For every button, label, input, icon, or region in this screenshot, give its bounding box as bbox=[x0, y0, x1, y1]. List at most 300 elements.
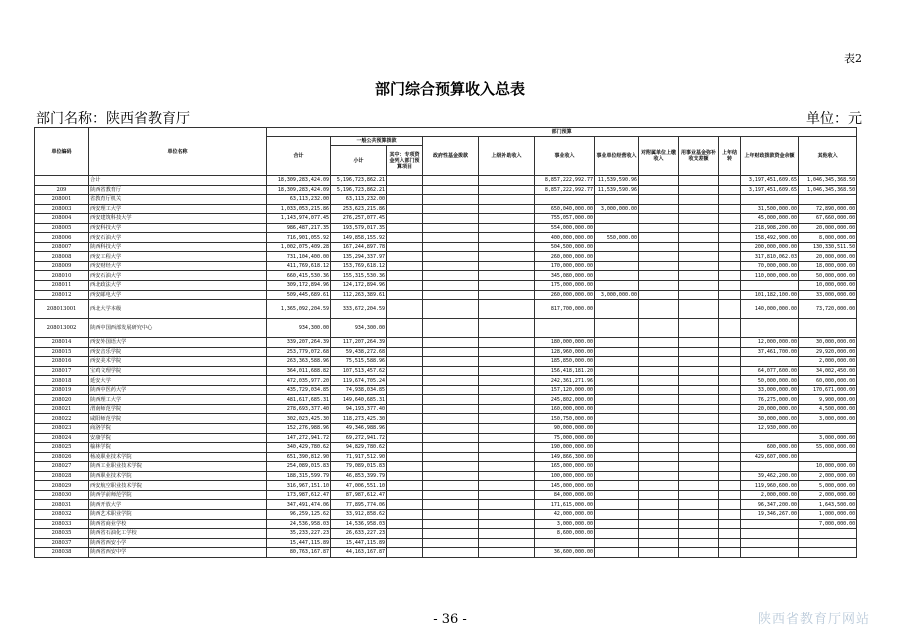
cell-fiscal: 12,930,000.00 bbox=[741, 424, 799, 434]
cell-code: 208010 bbox=[35, 271, 89, 281]
cell-total: 1,365,092,204.59 bbox=[267, 300, 331, 319]
cell-other: 72,890,000.00 bbox=[799, 204, 857, 214]
cell-name: 陕西工业职业技术学院 bbox=[89, 462, 267, 472]
table-row bbox=[35, 452, 857, 462]
cell-name: 西北政法大学 bbox=[89, 281, 267, 291]
cell-fiscal: 3,197,451,609.65 bbox=[741, 176, 799, 186]
cell-balance bbox=[679, 538, 719, 548]
cell-name: 省教育厅机关 bbox=[89, 195, 267, 205]
cell-balance bbox=[679, 548, 719, 558]
cell-subsidy bbox=[479, 519, 535, 529]
cell-sub: 77,895,774.06 bbox=[331, 500, 387, 510]
cell-fund bbox=[423, 443, 479, 453]
cell-op: 3,000,000.00 bbox=[595, 290, 639, 300]
cell-sub: 253,623,215.86 bbox=[331, 204, 387, 214]
cell-op bbox=[595, 538, 639, 548]
cell-code: 208013001 bbox=[35, 300, 89, 319]
cell-op bbox=[595, 519, 639, 529]
cell-subsidy bbox=[479, 366, 535, 376]
cell-other: 33,000,000.00 bbox=[799, 290, 857, 300]
cell-name: 杨凌职业技术学院 bbox=[89, 452, 267, 462]
cell-total: 96,259,125.62 bbox=[267, 509, 331, 519]
cell-fund bbox=[423, 185, 479, 195]
cell-other: 2,000,000.00 bbox=[799, 357, 857, 367]
cell-career: 175,000,000.00 bbox=[535, 281, 595, 291]
header-subtotal: 小计 bbox=[331, 146, 387, 176]
cell-code: 209 bbox=[35, 185, 89, 195]
table-row bbox=[35, 214, 857, 224]
cell-total: 316,967,151.10 bbox=[267, 481, 331, 491]
cell-op bbox=[595, 214, 639, 224]
cell-other: 9,900,000.00 bbox=[799, 395, 857, 405]
cell-carry bbox=[719, 347, 741, 357]
table-row bbox=[35, 176, 857, 186]
cell-balance bbox=[679, 338, 719, 348]
cell-total: 302,023,425.30 bbox=[267, 414, 331, 424]
cell-career: 3,000,000.00 bbox=[535, 519, 595, 529]
cell-total: 278,693,377.40 bbox=[267, 404, 331, 414]
cell-total: 986,487,217.35 bbox=[267, 223, 331, 233]
cell-subsidy bbox=[479, 357, 535, 367]
cell-sub: 107,513,457.62 bbox=[331, 366, 387, 376]
cell-total: 253,779,072.68 bbox=[267, 347, 331, 357]
cell-carry bbox=[719, 366, 741, 376]
cell-balance bbox=[679, 481, 719, 491]
cell-balance bbox=[679, 404, 719, 414]
cell-carry bbox=[719, 233, 741, 243]
cell-op bbox=[595, 385, 639, 395]
cell-sub: 119,674,705.24 bbox=[331, 376, 387, 386]
cell-special bbox=[387, 548, 423, 558]
cell-special bbox=[387, 395, 423, 405]
cell-special bbox=[387, 252, 423, 262]
cell-name: 西安财经大学 bbox=[89, 261, 267, 271]
cell-fiscal bbox=[741, 538, 799, 548]
cell-sub: 87,987,612.47 bbox=[331, 490, 387, 500]
cell-affiliated bbox=[639, 490, 679, 500]
cell-sub: 333,672,204.59 bbox=[331, 300, 387, 319]
cell-subsidy bbox=[479, 433, 535, 443]
cell-fiscal: 140,000,000.00 bbox=[741, 300, 799, 319]
cell-subsidy bbox=[479, 176, 535, 186]
cell-special bbox=[387, 452, 423, 462]
cell-affiliated bbox=[639, 414, 679, 424]
cell-fund bbox=[423, 290, 479, 300]
cell-special bbox=[387, 481, 423, 491]
cell-carry bbox=[719, 281, 741, 291]
cell-sub: 118,273,425.30 bbox=[331, 414, 387, 424]
table-row bbox=[35, 424, 857, 434]
cell-career: 156,418,181.20 bbox=[535, 366, 595, 376]
cell-subsidy bbox=[479, 548, 535, 558]
cell-fund bbox=[423, 319, 479, 338]
cell-special bbox=[387, 385, 423, 395]
cell-fund bbox=[423, 471, 479, 481]
cell-sub: 155,315,530.36 bbox=[331, 271, 387, 281]
cell-special bbox=[387, 443, 423, 453]
cell-fiscal: 2,000,000.00 bbox=[741, 490, 799, 500]
cell-op bbox=[595, 223, 639, 233]
cell-balance bbox=[679, 271, 719, 281]
cell-name: 安康学院 bbox=[89, 433, 267, 443]
cell-fund bbox=[423, 433, 479, 443]
cell-subsidy bbox=[479, 281, 535, 291]
cell-other: 60,000,000.00 bbox=[799, 376, 857, 386]
cell-op bbox=[595, 242, 639, 252]
table-row bbox=[35, 261, 857, 271]
cell-career: 165,000,000.00 bbox=[535, 462, 595, 472]
cell-total: 309,172,894.96 bbox=[267, 281, 331, 291]
cell-fund bbox=[423, 204, 479, 214]
cell-fund bbox=[423, 538, 479, 548]
cell-career: 180,000,000.00 bbox=[535, 338, 595, 348]
table-row bbox=[35, 319, 857, 338]
cell-code: 208013002 bbox=[35, 319, 89, 338]
table-row bbox=[35, 481, 857, 491]
cell-sub: 47,006,551.10 bbox=[331, 481, 387, 491]
cell-fiscal: 39,462,200.00 bbox=[741, 471, 799, 481]
cell-sub: 26,633,227.23 bbox=[331, 529, 387, 539]
unit-label: 单位：元 bbox=[806, 111, 862, 127]
cell-fund bbox=[423, 195, 479, 205]
cell-special bbox=[387, 462, 423, 472]
cell-total: 18,309,283,424.09 bbox=[267, 176, 331, 186]
cell-fiscal: 76,275,000.00 bbox=[741, 395, 799, 405]
cell-affiliated bbox=[639, 242, 679, 252]
site-watermark: 陕西省教育厅网站 bbox=[757, 612, 870, 627]
cell-other bbox=[799, 319, 857, 338]
cell-career: 755,057,000.00 bbox=[535, 214, 595, 224]
cell-other: 50,000,000.00 bbox=[799, 271, 857, 281]
cell-fiscal: 429,607,000.00 bbox=[741, 452, 799, 462]
cell-fiscal: 96,347,200.00 bbox=[741, 500, 799, 510]
cell-sub: 934,300.00 bbox=[331, 319, 387, 338]
cell-special bbox=[387, 519, 423, 529]
cell-other: 73,720,000.00 bbox=[799, 300, 857, 319]
cell-name: 西安航空职业技术学院 bbox=[89, 481, 267, 491]
cell-total: 173,987,612.47 bbox=[267, 490, 331, 500]
cell-affiliated bbox=[639, 462, 679, 472]
cell-carry bbox=[719, 176, 741, 186]
cell-affiliated bbox=[639, 347, 679, 357]
cell-balance bbox=[679, 261, 719, 271]
cell-special bbox=[387, 509, 423, 519]
cell-total: 1,033,053,215.86 bbox=[267, 204, 331, 214]
cell-total: 472,035,977.20 bbox=[267, 376, 331, 386]
cell-name: 西安美术学院 bbox=[89, 357, 267, 367]
cell-other: 10,000,000.00 bbox=[799, 281, 857, 291]
cell-other: 7,000,000.00 bbox=[799, 519, 857, 529]
cell-carry bbox=[719, 414, 741, 424]
cell-code: 208003 bbox=[35, 204, 89, 214]
cell-op bbox=[595, 252, 639, 262]
cell-special bbox=[387, 376, 423, 386]
cell-sub: 46,853,399.79 bbox=[331, 471, 387, 481]
cell-total: 731,104,400.00 bbox=[267, 252, 331, 262]
cell-fund bbox=[423, 300, 479, 319]
cell-subsidy bbox=[479, 261, 535, 271]
cell-op bbox=[595, 548, 639, 558]
cell-career: 100,000,000.00 bbox=[535, 471, 595, 481]
cell-carry bbox=[719, 500, 741, 510]
cell-balance bbox=[679, 519, 719, 529]
header-operation: 事业单位经营收入 bbox=[595, 137, 639, 176]
page-title: 部门综合预算收入总表 bbox=[374, 80, 525, 98]
cell-code: 208031 bbox=[35, 500, 89, 510]
cell-balance bbox=[679, 204, 719, 214]
cell-affiliated bbox=[639, 271, 679, 281]
cell-code: 208018 bbox=[35, 376, 89, 386]
cell-career: 260,000,000.00 bbox=[535, 290, 595, 300]
cell-name: 陕西省教育厅 bbox=[89, 185, 267, 195]
table-row bbox=[35, 548, 857, 558]
cell-name: 西北大学本级 bbox=[89, 300, 267, 319]
cell-carry bbox=[719, 404, 741, 414]
cell-op: 11,539,590.96 bbox=[595, 185, 639, 195]
cell-sub: 276,257,077.45 bbox=[331, 214, 387, 224]
cell-sub: 74,938,034.85 bbox=[331, 385, 387, 395]
cell-fiscal: 12,000,000.00 bbox=[741, 338, 799, 348]
cell-sub: 167,244,897.78 bbox=[331, 242, 387, 252]
cell-special bbox=[387, 185, 423, 195]
cell-name: 陕西职业技术学院 bbox=[89, 471, 267, 481]
cell-code: 208027 bbox=[35, 462, 89, 472]
cell-name: 西安石油大学 bbox=[89, 233, 267, 243]
cell-affiliated bbox=[639, 319, 679, 338]
cell-fiscal: 158,492,900.00 bbox=[741, 233, 799, 243]
cell-subsidy bbox=[479, 424, 535, 434]
cell-op bbox=[595, 338, 639, 348]
cell-name: 西安外国语大学 bbox=[89, 338, 267, 348]
cell-name: 陕西开放大学 bbox=[89, 500, 267, 510]
cell-career: 8,857,222,992.77 bbox=[535, 176, 595, 186]
cell-op bbox=[595, 529, 639, 539]
cell-name: 合计 bbox=[89, 176, 267, 186]
cell-special bbox=[387, 414, 423, 424]
cell-other bbox=[799, 424, 857, 434]
cell-carry bbox=[719, 481, 741, 491]
cell-sub: 49,346,988.96 bbox=[331, 424, 387, 434]
cell-total: 435,729,034.85 bbox=[267, 385, 331, 395]
cell-career: 128,960,000.00 bbox=[535, 347, 595, 357]
cell-sub: 149,640,685.31 bbox=[331, 395, 387, 405]
cell-subsidy bbox=[479, 319, 535, 338]
header-general: 一般公共预算拨款 bbox=[331, 137, 423, 146]
cell-total: 147,272,941.72 bbox=[267, 433, 331, 443]
cell-career: 185,850,000.00 bbox=[535, 357, 595, 367]
cell-carry bbox=[719, 357, 741, 367]
cell-fiscal bbox=[741, 195, 799, 205]
cell-special bbox=[387, 290, 423, 300]
cell-other bbox=[799, 529, 857, 539]
cell-subsidy bbox=[479, 404, 535, 414]
cell-carry bbox=[719, 509, 741, 519]
cell-career: 242,361,271.96 bbox=[535, 376, 595, 386]
cell-fund bbox=[423, 490, 479, 500]
table-row bbox=[35, 376, 857, 386]
header-career: 事业收入 bbox=[535, 137, 595, 176]
cell-sub: 63,113,232.00 bbox=[331, 195, 387, 205]
cell-balance bbox=[679, 347, 719, 357]
cell-special bbox=[387, 271, 423, 281]
cell-affiliated bbox=[639, 223, 679, 233]
cell-code: 208028 bbox=[35, 471, 89, 481]
cell-other: 3,000,000.00 bbox=[799, 433, 857, 443]
header-total: 合计 bbox=[267, 137, 331, 176]
cell-subsidy bbox=[479, 529, 535, 539]
cell-special bbox=[387, 204, 423, 214]
cell-name: 西安石油大学 bbox=[89, 271, 267, 281]
cell-affiliated bbox=[639, 290, 679, 300]
cell-affiliated bbox=[639, 233, 679, 243]
table-row bbox=[35, 242, 857, 252]
cell-carry bbox=[719, 300, 741, 319]
cell-carry bbox=[719, 319, 741, 338]
cell-affiliated bbox=[639, 252, 679, 262]
cell-fund bbox=[423, 414, 479, 424]
cell-fund bbox=[423, 500, 479, 510]
cell-career: 171,615,000.00 bbox=[535, 500, 595, 510]
cell-code: 208024 bbox=[35, 433, 89, 443]
cell-affiliated bbox=[639, 424, 679, 434]
table-row bbox=[35, 404, 857, 414]
cell-op bbox=[595, 395, 639, 405]
cell-op bbox=[595, 433, 639, 443]
cell-fiscal bbox=[741, 548, 799, 558]
cell-carry bbox=[719, 185, 741, 195]
cell-other: 30,000,000.00 bbox=[799, 338, 857, 348]
budget-table-container bbox=[34, 127, 856, 558]
cell-total: 481,617,685.31 bbox=[267, 395, 331, 405]
cell-op bbox=[595, 404, 639, 414]
cell-code: 208030 bbox=[35, 490, 89, 500]
cell-balance bbox=[679, 195, 719, 205]
cell-special bbox=[387, 214, 423, 224]
cell-special bbox=[387, 357, 423, 367]
cell-balance bbox=[679, 424, 719, 434]
cell-balance bbox=[679, 176, 719, 186]
cell-code: 208021 bbox=[35, 404, 89, 414]
cell-balance bbox=[679, 490, 719, 500]
table-row bbox=[35, 233, 857, 243]
cell-other bbox=[799, 195, 857, 205]
cell-total: 35,233,227.23 bbox=[267, 529, 331, 539]
cell-op bbox=[595, 452, 639, 462]
table-row bbox=[35, 271, 857, 281]
cell-fiscal: 33,000,000.00 bbox=[741, 385, 799, 395]
cell-fund bbox=[423, 462, 479, 472]
cell-fiscal: 218,908,200.00 bbox=[741, 223, 799, 233]
cell-code bbox=[35, 176, 89, 186]
cell-balance bbox=[679, 500, 719, 510]
cell-name: 延安大学 bbox=[89, 376, 267, 386]
cell-total: 18,309,283,424.09 bbox=[267, 185, 331, 195]
department-name: 部门名称：陕西省教育厅 bbox=[36, 111, 190, 127]
header-other: 其他收入 bbox=[799, 137, 857, 176]
cell-name: 陕西省商业学校 bbox=[89, 519, 267, 529]
cell-career: 90,000,000.00 bbox=[535, 424, 595, 434]
cell-special bbox=[387, 223, 423, 233]
cell-carry bbox=[719, 261, 741, 271]
cell-affiliated bbox=[639, 538, 679, 548]
cell-balance bbox=[679, 462, 719, 472]
table-row bbox=[35, 300, 857, 319]
cell-balance bbox=[679, 252, 719, 262]
cell-total: 24,536,958.03 bbox=[267, 519, 331, 529]
cell-career: 817,700,000.00 bbox=[535, 300, 595, 319]
cell-fiscal: 64,077,600.00 bbox=[741, 366, 799, 376]
cell-carry bbox=[719, 443, 741, 453]
cell-fund bbox=[423, 404, 479, 414]
cell-affiliated bbox=[639, 376, 679, 386]
cell-other: 2,000,000.00 bbox=[799, 471, 857, 481]
cell-affiliated bbox=[639, 385, 679, 395]
cell-op bbox=[595, 509, 639, 519]
cell-fiscal: 50,000,000.00 bbox=[741, 376, 799, 386]
cell-op bbox=[595, 347, 639, 357]
cell-special bbox=[387, 233, 423, 243]
cell-fund bbox=[423, 214, 479, 224]
cell-fiscal: 3,197,451,609.65 bbox=[741, 185, 799, 195]
cell-affiliated bbox=[639, 185, 679, 195]
cell-fund bbox=[423, 481, 479, 491]
cell-code: 208023 bbox=[35, 424, 89, 434]
cell-subsidy bbox=[479, 490, 535, 500]
cell-op bbox=[595, 319, 639, 338]
cell-subsidy bbox=[479, 414, 535, 424]
cell-carry bbox=[719, 376, 741, 386]
cell-career: 149,866,300.00 bbox=[535, 452, 595, 462]
cell-op: 550,000.00 bbox=[595, 233, 639, 243]
cell-name: 陕西省西安中学 bbox=[89, 548, 267, 558]
cell-op bbox=[595, 376, 639, 386]
cell-career: 400,000,000.00 bbox=[535, 233, 595, 243]
table-row bbox=[35, 462, 857, 472]
cell-affiliated bbox=[639, 500, 679, 510]
cell-other: 20,000,000.00 bbox=[799, 252, 857, 262]
cell-carry bbox=[719, 471, 741, 481]
cell-other: 8,000,000.00 bbox=[799, 233, 857, 243]
cell-subsidy bbox=[479, 385, 535, 395]
cell-subsidy bbox=[479, 214, 535, 224]
cell-carry bbox=[719, 290, 741, 300]
cell-fiscal bbox=[741, 519, 799, 529]
cell-career: 554,000,000.00 bbox=[535, 223, 595, 233]
cell-code: 208015 bbox=[35, 347, 89, 357]
cell-fiscal bbox=[741, 281, 799, 291]
cell-sub: 193,579,017.35 bbox=[331, 223, 387, 233]
cell-total: 1,002,075,409.28 bbox=[267, 242, 331, 252]
cell-total: 1,143,974,077.45 bbox=[267, 214, 331, 224]
cell-balance bbox=[679, 366, 719, 376]
cell-affiliated bbox=[639, 195, 679, 205]
cell-subsidy bbox=[479, 471, 535, 481]
cell-special bbox=[387, 529, 423, 539]
cell-name: 西安工程大学 bbox=[89, 252, 267, 262]
cell-special bbox=[387, 471, 423, 481]
cell-code: 208014 bbox=[35, 338, 89, 348]
table-row bbox=[35, 223, 857, 233]
cell-sub: 94,829,780.62 bbox=[331, 443, 387, 453]
cell-total: 347,491,474.06 bbox=[267, 500, 331, 510]
cell-special bbox=[387, 242, 423, 252]
cell-other: 55,000,000.00 bbox=[799, 443, 857, 453]
header-balance: 用事业基金弥补收支差额 bbox=[679, 137, 719, 176]
cell-subsidy bbox=[479, 233, 535, 243]
cell-special bbox=[387, 538, 423, 548]
table-row bbox=[35, 443, 857, 453]
cell-name: 宝鸡文理学院 bbox=[89, 366, 267, 376]
